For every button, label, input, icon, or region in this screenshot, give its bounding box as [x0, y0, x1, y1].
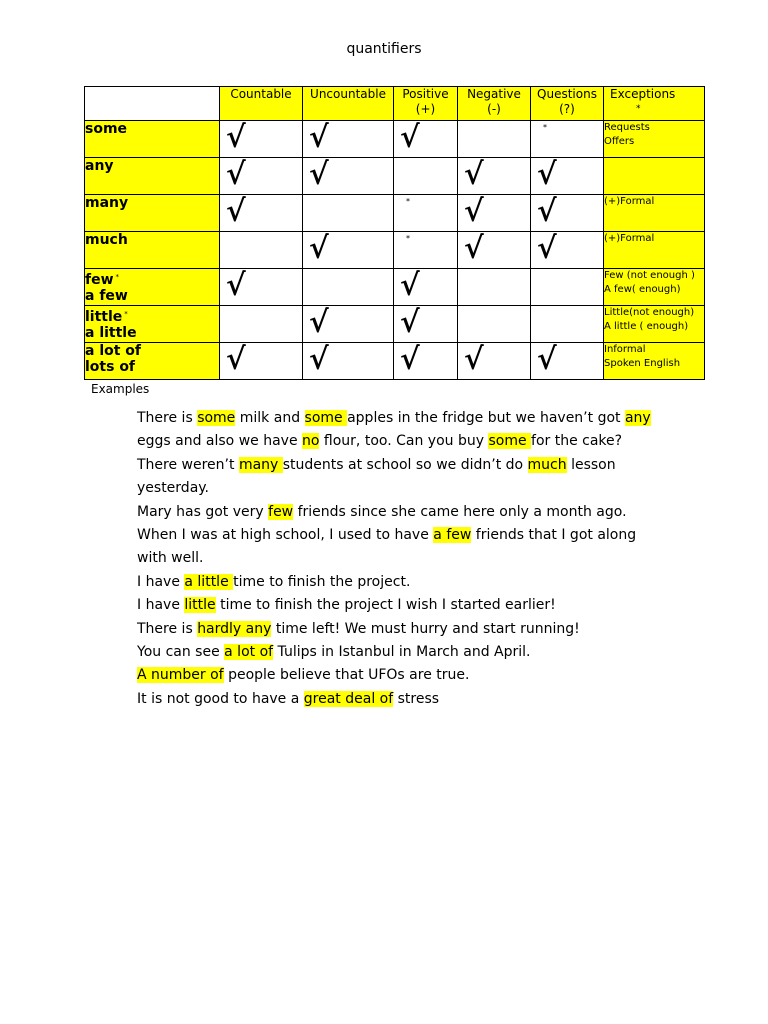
checkmark-icon: √ [400, 120, 420, 155]
row-label-cell [85, 158, 220, 195]
example-text: When I was at high school, I used to have [137, 527, 434, 544]
example-text: lesson [566, 456, 616, 473]
example-text: I have [137, 573, 185, 590]
cell-positive [394, 306, 458, 343]
example-text: Mary has got very [137, 503, 269, 520]
row-label-cell [85, 343, 220, 380]
cell-negative [458, 269, 531, 306]
row-label-text: some [85, 121, 128, 137]
example-text: You can see [137, 644, 225, 661]
highlighted-quantifier: a few [433, 527, 472, 544]
table-row [85, 232, 705, 269]
header-uncountable [303, 87, 394, 121]
example-text: friends that I got along [471, 527, 637, 544]
examples-label: Examples [91, 382, 150, 396]
header-negative-label: Negative [467, 87, 521, 101]
header-questions-sub: (?) [559, 102, 575, 116]
cell-uncountable [303, 158, 394, 195]
cell-exceptions [604, 269, 705, 306]
table-row [85, 121, 705, 158]
row-label-cell [85, 195, 220, 232]
cell-questions [531, 269, 604, 306]
checkmark-icon: √ [309, 342, 329, 377]
table-row [85, 269, 705, 306]
example-line [137, 524, 697, 547]
cell-exceptions [604, 195, 705, 232]
exception-note: A little ( enough) [604, 321, 689, 332]
highlighted-quantifier: hardly any [197, 620, 272, 637]
header-countable-label: Countable [230, 87, 292, 101]
example-line [137, 407, 697, 430]
table-row [85, 158, 705, 195]
example-line [137, 571, 697, 594]
cell-uncountable [303, 232, 394, 269]
example-text: milk and [235, 410, 305, 426]
example-line [137, 618, 697, 641]
document-title: quantifiers [346, 41, 422, 57]
exception-note: Offers [604, 136, 635, 147]
checkmark-icon: √ [537, 231, 557, 266]
cell-uncountable [303, 306, 394, 343]
checkmark-icon: √ [309, 231, 329, 266]
asterisk-mark: * [543, 123, 547, 132]
checkmark-icon: √ [537, 194, 557, 229]
table-header-row [85, 87, 705, 121]
exception-note: A few( enough) [604, 284, 681, 295]
header-empty-cell [85, 87, 220, 121]
highlighted-quantifier: a little [184, 573, 234, 590]
asterisk-mark: * [406, 234, 410, 243]
exception-note: (+)Formal [604, 196, 655, 207]
cell-countable [220, 343, 303, 380]
row-label [85, 269, 219, 288]
row-label-asterisk: * [124, 310, 128, 318]
cell-exceptions [604, 232, 705, 269]
highlighted-quantifier: A number of [137, 667, 224, 684]
cell-positive [394, 195, 458, 232]
exception-note: Little(not enough) [604, 307, 695, 318]
cell-positive [394, 158, 458, 195]
cell-exceptions [604, 158, 705, 195]
exception-note: Spoken English [604, 358, 681, 369]
example-text: It is not good to have a [137, 690, 304, 707]
header-negative-sub: (-) [487, 102, 501, 116]
example-line [137, 501, 697, 524]
cell-uncountable [303, 121, 394, 158]
example-text: time to finish the project I wish I started earlier! [215, 597, 556, 614]
highlighted-quantifier: any [624, 410, 651, 426]
table-row [85, 343, 705, 380]
examples-text [137, 407, 697, 711]
exception-note: Informal [604, 344, 646, 355]
checkmark-icon: √ [464, 157, 484, 192]
cell-positive [394, 343, 458, 380]
row-label-text: little [85, 309, 123, 325]
highlighted-quantifier: much [527, 456, 567, 473]
row-label-cell [85, 232, 220, 269]
checkmark-icon: √ [226, 268, 246, 303]
exception-note: Requests [604, 122, 650, 133]
cell-countable [220, 158, 303, 195]
header-countable [220, 87, 303, 121]
cell-negative [458, 158, 531, 195]
example-line [137, 430, 697, 453]
cell-negative [458, 121, 531, 158]
checkmark-icon: √ [226, 120, 246, 155]
cell-countable [220, 232, 303, 269]
example-line [137, 547, 697, 570]
header-exceptions-sub: * [636, 104, 641, 114]
cell-negative [458, 195, 531, 232]
header-positive-sub: (+) [415, 102, 436, 116]
example-text: There weren’t [137, 456, 239, 473]
exception-note: (+)Formal [604, 233, 655, 244]
cell-exceptions [604, 121, 705, 158]
checkmark-icon: √ [400, 305, 420, 340]
example-text: Tulips in Istanbul in March and April. [273, 644, 531, 661]
highlighted-quantifier: some [197, 410, 236, 426]
header-uncountable-label: Uncountable [310, 87, 386, 101]
cell-exceptions [604, 306, 705, 343]
checkmark-icon: √ [400, 342, 420, 377]
row-label-text: many [85, 195, 129, 211]
row-label-second: a few [85, 288, 128, 304]
checkmark-icon: √ [226, 194, 246, 229]
cell-questions [531, 121, 604, 158]
cell-uncountable [303, 195, 394, 232]
cell-questions [531, 195, 604, 232]
cell-uncountable [303, 269, 394, 306]
row-label-text: any [85, 158, 114, 174]
row-label-text: few [85, 272, 114, 288]
row-label-second: lots of [85, 359, 136, 375]
example-text: friends since she came here only a month ago. [293, 503, 627, 520]
example-text: apples in the fridge but we haven’t got [347, 410, 625, 426]
checkmark-icon: √ [464, 194, 484, 229]
example-text: with well. [137, 550, 204, 567]
example-text: time left! We must hurry and start running! [271, 620, 580, 637]
cell-positive [394, 269, 458, 306]
checkmark-icon: √ [464, 231, 484, 266]
header-negative [458, 87, 531, 121]
cell-questions [531, 232, 604, 269]
highlighted-quantifier: great deal of [303, 690, 394, 707]
row-label [85, 343, 219, 359]
cell-countable [220, 195, 303, 232]
example-text: yesterday. [137, 480, 210, 497]
checkmark-icon: √ [537, 157, 557, 192]
checkmark-icon: √ [537, 342, 557, 377]
cell-uncountable [303, 343, 394, 380]
example-line [137, 594, 697, 617]
highlighted-quantifier: a lot of [224, 644, 274, 661]
checkmark-icon: √ [464, 342, 484, 377]
header-positive [394, 87, 458, 121]
cell-positive [394, 232, 458, 269]
row-label-asterisk: * [115, 273, 120, 281]
example-text: time to finish the project. [233, 573, 411, 590]
row-label [85, 306, 219, 325]
row-label [85, 121, 219, 137]
row-label-cell [85, 269, 220, 306]
header-questions-label: Questions [537, 87, 597, 101]
highlighted-quantifier: some [488, 433, 532, 450]
row-label [85, 158, 219, 174]
cell-negative [458, 232, 531, 269]
row-label-cell [85, 306, 220, 343]
cell-countable [220, 269, 303, 306]
highlighted-quantifier: no [302, 433, 320, 450]
cell-countable [220, 306, 303, 343]
exception-note: Few (not enough ) [604, 270, 695, 281]
header-exceptions-label: Exceptions [610, 87, 676, 101]
example-text: stress [393, 690, 440, 707]
example-text: eggs and also we have [137, 433, 303, 450]
table-row [85, 306, 705, 343]
example-text: students at school so we didn’t do [282, 456, 528, 473]
row-label-second: a little [85, 325, 137, 341]
cell-negative [458, 306, 531, 343]
example-text: There is [137, 620, 198, 637]
highlighted-quantifier: few [268, 503, 294, 520]
example-text: I have [137, 597, 185, 614]
asterisk-mark: * [406, 197, 410, 206]
example-line [137, 477, 697, 500]
example-text: for the cake? [531, 433, 623, 450]
example-text: There is [137, 410, 198, 426]
checkmark-icon: √ [309, 305, 329, 340]
example-text: flour, too. Can you buy [319, 433, 489, 450]
header-positive-label: Positive [402, 87, 449, 101]
header-exceptions [604, 87, 705, 121]
cell-countable [220, 121, 303, 158]
highlighted-quantifier: some [304, 410, 348, 426]
row-label-text: much [85, 232, 128, 248]
example-line [137, 641, 697, 664]
header-questions [531, 87, 604, 121]
cell-questions [531, 343, 604, 380]
highlighted-quantifier: many [238, 456, 283, 473]
example-text: people believe that UFOs are true. [223, 667, 470, 684]
table-row [85, 195, 705, 232]
example-line [137, 664, 697, 687]
checkmark-icon: √ [226, 157, 246, 192]
quantifiers-table [84, 86, 705, 380]
example-line [137, 454, 697, 477]
example-line [137, 688, 697, 711]
cell-exceptions [604, 343, 705, 380]
checkmark-icon: √ [400, 268, 420, 303]
highlighted-quantifier: little [184, 597, 216, 614]
row-label [85, 232, 219, 248]
cell-negative [458, 343, 531, 380]
row-label-text: a lot of [85, 343, 142, 359]
checkmark-icon: √ [309, 120, 329, 155]
row-label-cell [85, 121, 220, 158]
checkmark-icon: √ [309, 157, 329, 192]
cell-positive [394, 121, 458, 158]
cell-questions [531, 158, 604, 195]
row-label [85, 195, 219, 211]
cell-questions [531, 306, 604, 343]
checkmark-icon: √ [226, 342, 246, 377]
